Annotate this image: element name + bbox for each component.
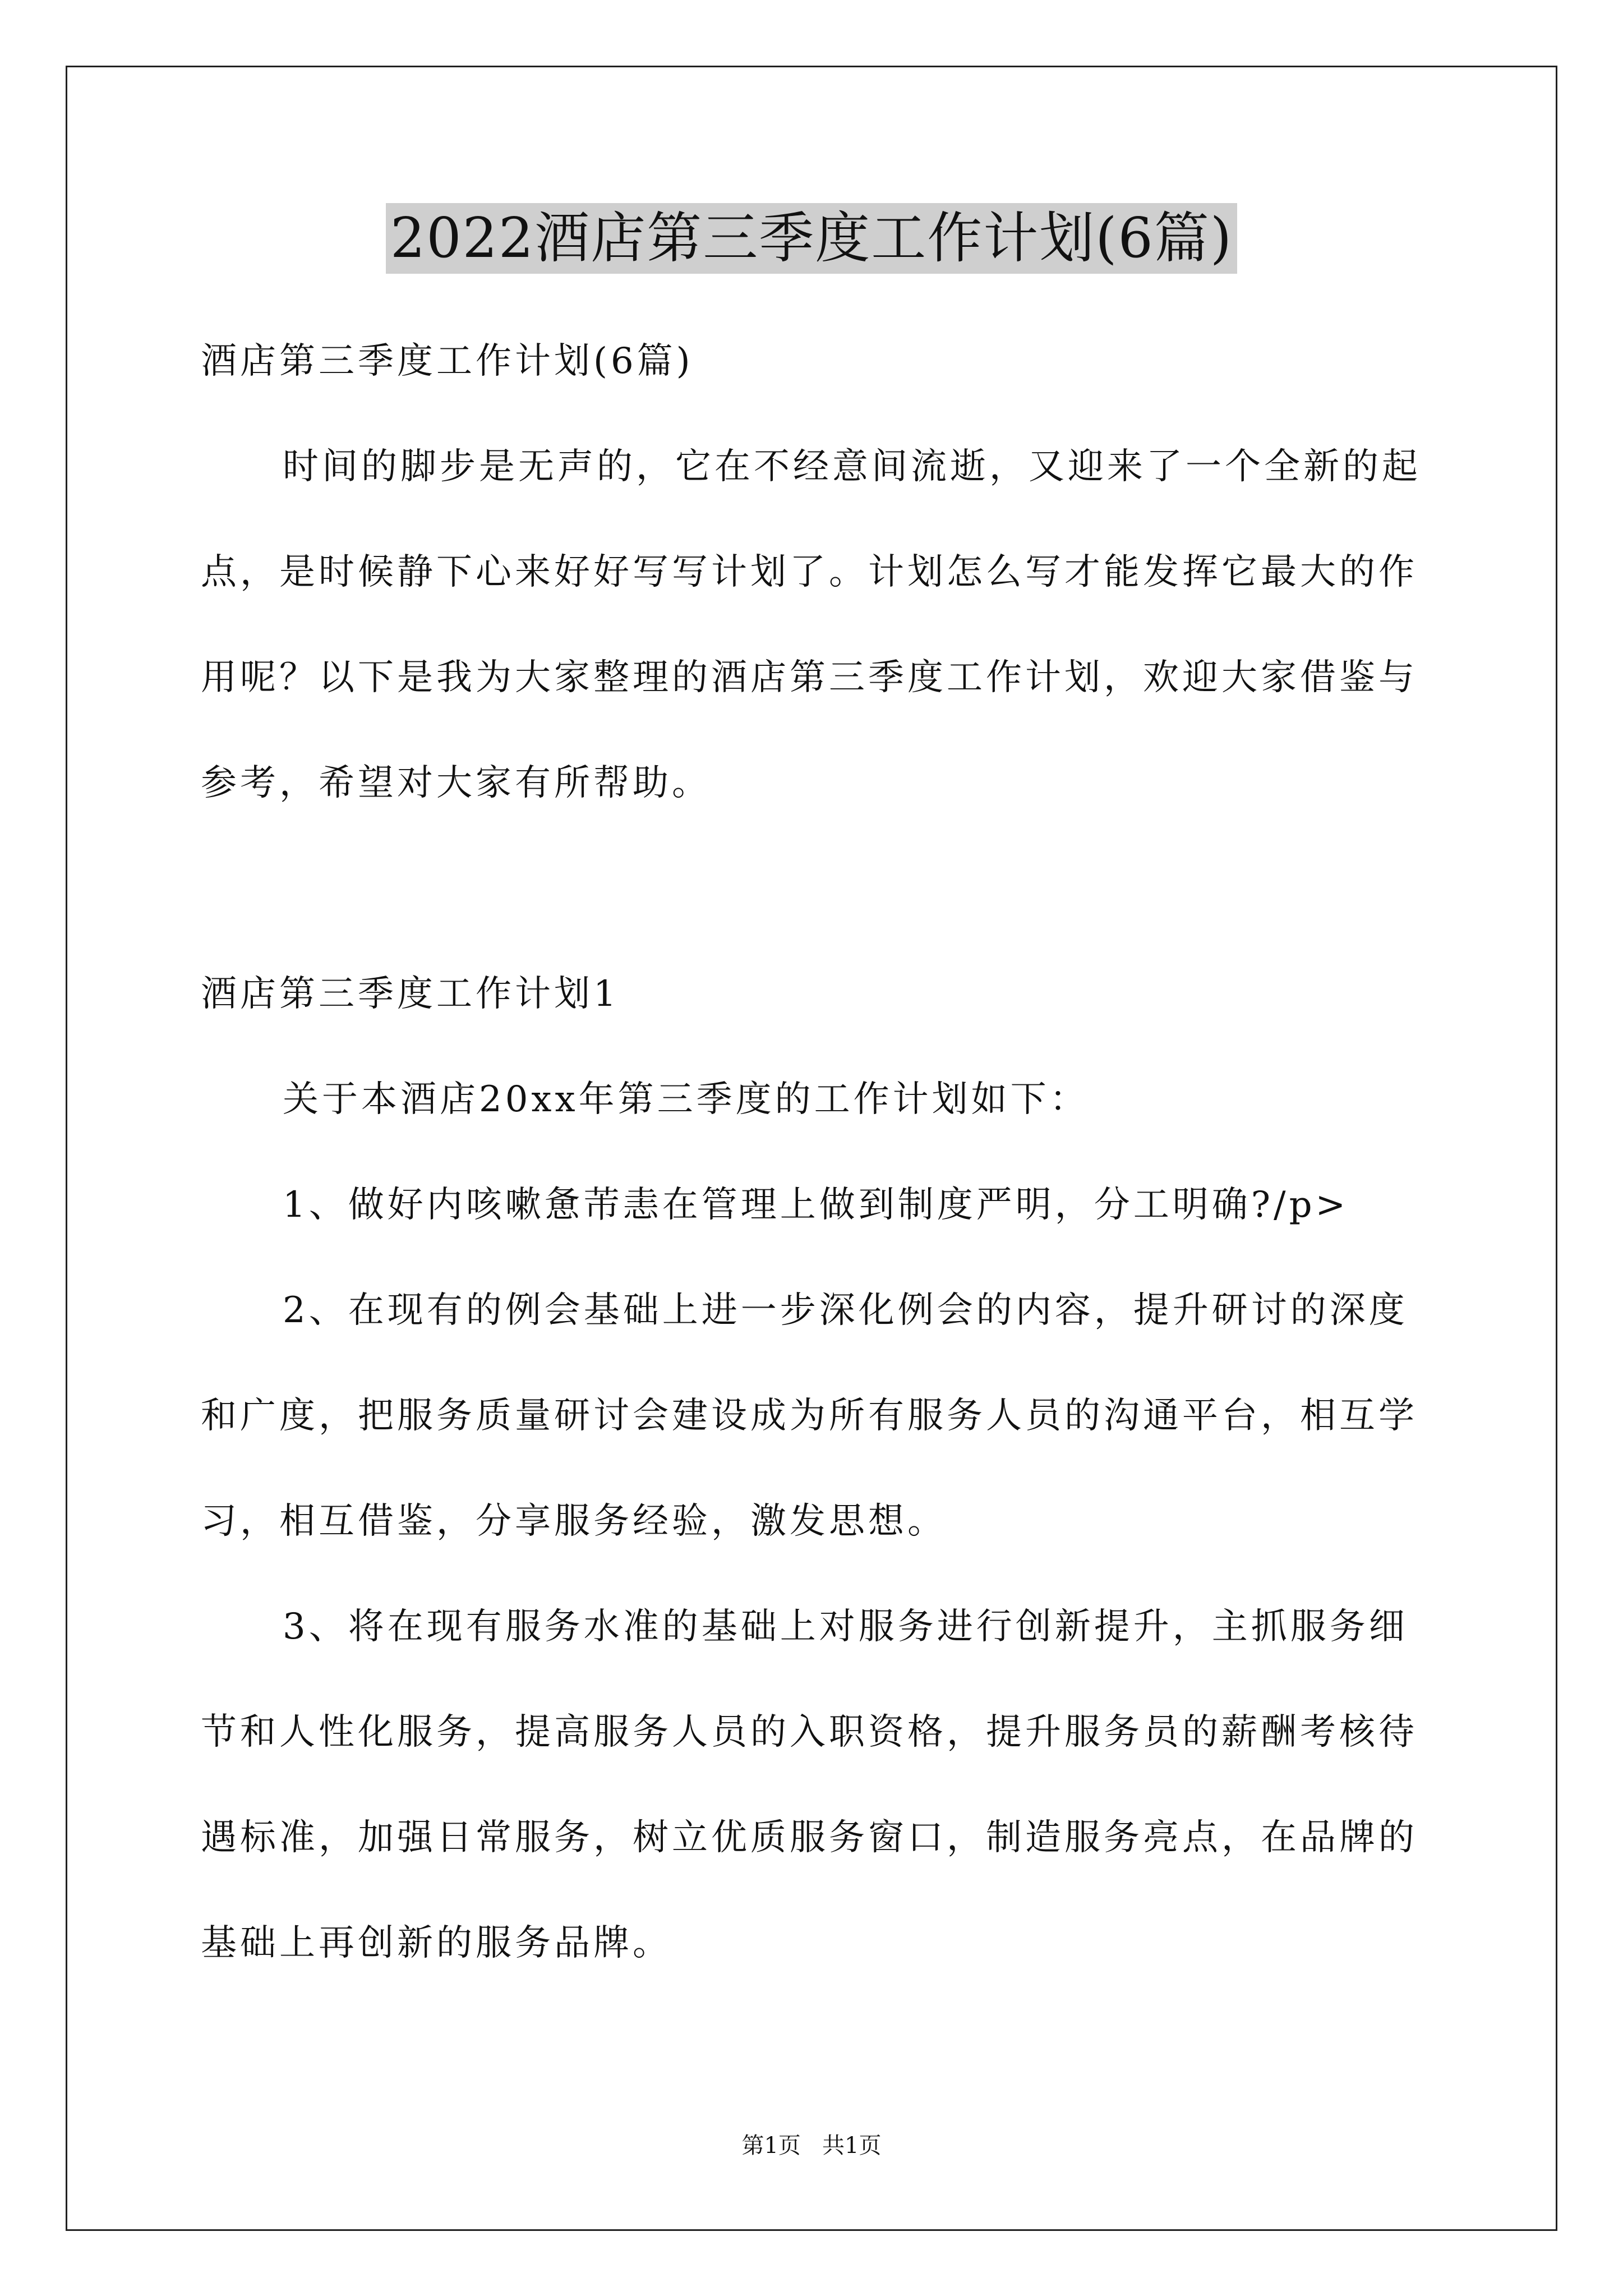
list-item-3: 3、将在现有服务水准的基础上对服务进行创新提升，主抓服务细节和人性化服务，提高服务人员的入职资格，提升服务员的薪酬考核待遇标准，加强日常服务，树立优质服务窗口，制造服务亮点，在品牌的基础上再创新的服务品牌。 [201,1606,1418,1964]
list-item-2: 2、在现有的例会基础上进一步深化例会的内容，提升研讨的深度和广度，把服务质量研讨会建设成为所有服务人员的沟通平台，相互学习，相互借鉴，分享服务经验，激发思想。 [201,1290,1418,1542]
document-title-text: 2022酒店第三季度工作计划(6篇) [386,203,1237,274]
section-spacer [201,836,1435,941]
section-lead: 关于本酒店20xx年第三季度的工作计划如下： [283,1079,1089,1120]
intro-paragraph: 时间的脚步是无声的，它在不经意间流逝，又迎来了一个全新的起点，是时候静下心来好好写写计划了。计划怎么写才能发挥它最大的作用呢？以下是我为大家整理的酒店第三季度工作计划，欢迎大家借鉴与参考，希望对大家有所帮助。 [201,446,1421,804]
subtitle: 酒店第三季度工作计划(6篇) [201,341,694,382]
list-item-1: 1、做好内咳嗽惫芾恚在管理上做到制度严明，分工明确?/p> [283,1184,1349,1226]
section-heading: 酒店第三季度工作计划1 [201,973,620,1015]
document-body [201,309,1435,1996]
page-number-footer: 第1页 共1页 [741,2133,882,2159]
document-title [0,202,1623,275]
